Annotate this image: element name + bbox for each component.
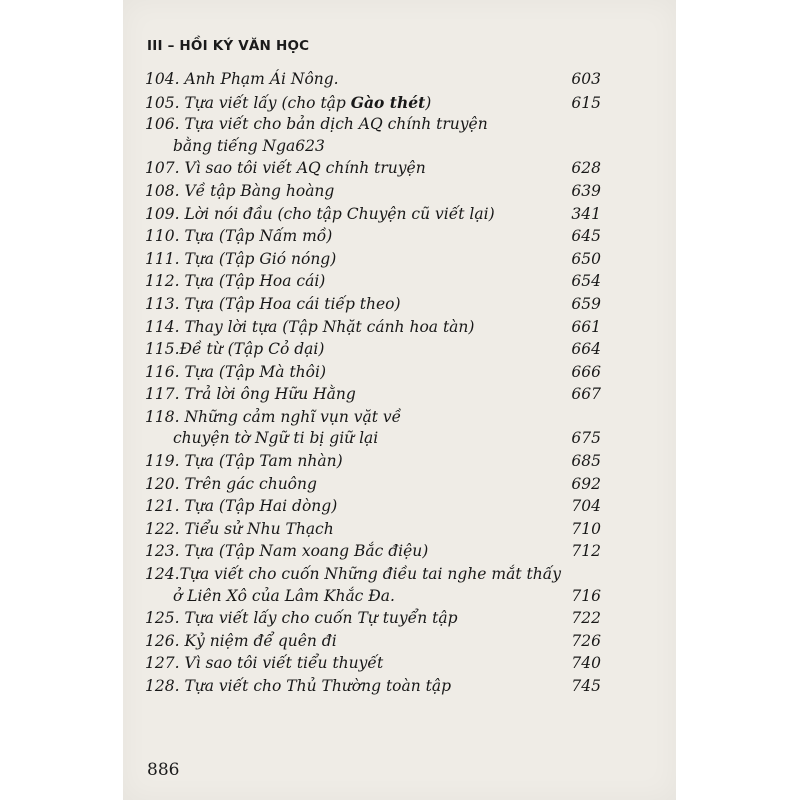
toc-entry-title-text: 112. Tựa (Tập Hoa cái) xyxy=(145,272,326,291)
toc-entry-page-number: 685 xyxy=(571,452,601,470)
toc-entry-title xyxy=(145,69,601,91)
toc-entry-title xyxy=(145,339,601,361)
toc-entry xyxy=(145,69,601,91)
toc-entry-title-text: 126. Kỷ niệm để quên đi xyxy=(145,631,337,650)
toc-entry-page-number: 692 xyxy=(571,474,601,493)
toc-entry-title xyxy=(145,317,601,339)
toc-entry xyxy=(145,474,601,496)
book-page xyxy=(123,0,676,800)
toc-entry-title-text: 125. Tựa viết lấy cho cuốn Tự tuyển tập xyxy=(145,609,458,628)
toc-entry xyxy=(145,226,601,248)
toc-entry-title xyxy=(145,676,601,698)
toc-entry-page-number: 740 xyxy=(571,654,601,673)
toc-entry-page-number: 712 xyxy=(571,542,601,561)
toc-entry xyxy=(145,114,601,157)
toc-entry-title xyxy=(145,204,601,226)
toc-entry xyxy=(145,204,601,226)
toc-entry-title xyxy=(145,541,601,563)
toc-entry-title-text: 114. Thay lời tựa (Tập Nhặt cánh hoa tàn) xyxy=(145,317,475,336)
toc-entry-page-number: 623 xyxy=(295,136,325,155)
toc-entry-title-text: 118. Những cảm nghĩ vụn vặt về xyxy=(145,407,402,426)
toc-entry-page-number: 603 xyxy=(571,70,601,88)
toc-entry-title-text: 109. Lời nói đầu (cho tập Chuyện cũ viết lại) xyxy=(145,204,495,223)
toc-entry-page-number: 666 xyxy=(571,362,601,381)
toc-entry-page-number: 704 xyxy=(571,497,601,516)
toc-entry-title xyxy=(145,519,601,541)
toc-entry-title-text: 120. Trên gác chuông xyxy=(145,474,317,493)
toc-entry xyxy=(145,249,601,271)
toc-entry-title xyxy=(145,271,601,293)
toc-entry-suffix: ) xyxy=(425,93,432,112)
toc-entry-page-number: 675 xyxy=(571,429,601,448)
toc-entry xyxy=(145,541,601,563)
toc-entry-title-text: 116. Tựa (Tập Mà thôi) xyxy=(145,362,326,381)
toc-entry xyxy=(145,339,601,361)
toc-entry-page-number: 628 xyxy=(571,159,601,178)
toc-entry-title xyxy=(145,496,601,518)
toc-entry-title-text: 117. Trả lời ông Hữu Hằng xyxy=(145,385,356,404)
toc-entry-title-text: 111. Tựa (Tập Gió nóng) xyxy=(145,249,337,268)
toc-entry-title xyxy=(145,294,601,316)
toc-entry-page-number: 654 xyxy=(571,272,601,291)
toc-entry-title-text: 106. Tựa viết cho bản dịch AQ chính truyện xyxy=(145,115,488,134)
toc-entry-page-number: 716 xyxy=(571,586,601,605)
toc-entry-title-text: 107. Vì sao tôi viết AQ chính truyện xyxy=(145,159,426,178)
toc-entry-page-number: 667 xyxy=(571,385,601,404)
toc-entry-continuation xyxy=(145,136,601,158)
toc-entry-continuation xyxy=(145,428,601,450)
toc-entry xyxy=(145,564,601,607)
toc-entry-title-text: 121. Tựa (Tập Hai dòng) xyxy=(145,497,338,516)
toc-entry xyxy=(145,608,601,630)
toc-entry-page-number: 650 xyxy=(571,249,601,268)
section-title: III – HỒI KÝ VĂN HỌC xyxy=(147,38,310,54)
toc-entry-title-text: 108. Về tập Bàng hoàng xyxy=(145,181,335,200)
page-number: 886 xyxy=(147,760,180,780)
toc-entry-title-text: 105. Tựa viết lấy (cho tập xyxy=(145,93,351,112)
toc-entry-page-number: 664 xyxy=(571,340,601,359)
toc-entry-page-number: 639 xyxy=(571,181,601,200)
toc-entry-title-text: 124.Tựa viết cho cuốn Những điều tai nghe mắt thấy xyxy=(145,565,561,583)
toc-entry-continuation xyxy=(145,586,601,608)
toc-entry-title xyxy=(145,608,601,630)
toc-entry xyxy=(145,496,601,518)
toc-entry xyxy=(145,181,601,203)
toc-entry xyxy=(145,407,601,450)
toc-entry xyxy=(145,158,601,180)
toc-entry-title xyxy=(145,158,601,180)
toc-entry-bold-title: Gào thét xyxy=(350,92,426,112)
toc-entry-page-number: 726 xyxy=(571,631,601,650)
toc-entry xyxy=(145,451,601,473)
toc-entry-title xyxy=(145,653,601,675)
toc-entry-title-text: 115.Đề từ (Tập Cỏ dại) xyxy=(145,340,325,359)
toc-entry xyxy=(145,317,601,339)
toc-entry-page-number: 341 xyxy=(571,204,601,223)
toc-entry xyxy=(145,92,601,115)
toc-entry-title-text: 104. Anh Phạm Ái Nông. xyxy=(145,70,339,88)
toc-entry-page-number: 659 xyxy=(571,294,601,313)
toc-entry-title-text: 119. Tựa (Tập Tam nhàn) xyxy=(145,452,343,470)
toc-entry-title xyxy=(145,181,601,203)
toc-entry-page-number: 645 xyxy=(571,227,601,246)
toc-entry-title xyxy=(145,114,601,136)
toc-entry xyxy=(145,384,601,406)
toc-entry-page-number: 722 xyxy=(571,609,601,628)
toc-entry xyxy=(145,631,601,653)
toc-entry-continuation-text: bằng tiếng Nga xyxy=(173,136,296,155)
toc-entry-page-number: 710 xyxy=(571,519,601,538)
toc-entry-title xyxy=(145,451,601,473)
toc-entry xyxy=(145,519,601,541)
toc-entry-title-text: 123. Tựa (Tập Nam xoang Bắc điệu) xyxy=(145,542,429,561)
toc-entry-title-text: 113. Tựa (Tập Hoa cái tiếp theo) xyxy=(145,294,401,313)
toc-entry-title xyxy=(145,362,601,384)
toc-entry-title-text: 110. Tựa (Tập Nấm mồ) xyxy=(145,227,333,246)
toc-entry-title xyxy=(145,474,601,496)
toc-entry xyxy=(145,676,601,698)
toc-entry-title-text: 127. Vì sao tôi viết tiểu thuyết xyxy=(145,654,384,673)
toc-entry-title xyxy=(145,407,601,429)
toc-entry-title-text: 122. Tiểu sử Nhu Thạch xyxy=(145,519,334,538)
toc-entry xyxy=(145,362,601,384)
toc-entry xyxy=(145,653,601,675)
toc-entry-page-number: 661 xyxy=(571,317,601,336)
toc-entry-title xyxy=(145,226,601,248)
toc-entry-page-number: 615 xyxy=(571,93,601,112)
toc-entry-title xyxy=(145,564,601,586)
toc-entry-page-number: 745 xyxy=(571,676,601,695)
toc-entry-title xyxy=(145,631,601,653)
toc-entry-title xyxy=(145,249,601,271)
toc-entry xyxy=(145,271,601,293)
toc-entry-title-text: 128. Tựa viết cho Thủ Thường toàn tập xyxy=(145,676,452,695)
toc-entry-continuation-text: chuyện tờ Ngữ ti bị giữ lại xyxy=(173,429,379,448)
toc-entry-title xyxy=(145,92,601,115)
toc-entry-continuation-text: ở Liên Xô của Lâm Khắc Đa. xyxy=(173,586,395,605)
toc-entry-title xyxy=(145,384,601,406)
toc-entry xyxy=(145,294,601,316)
